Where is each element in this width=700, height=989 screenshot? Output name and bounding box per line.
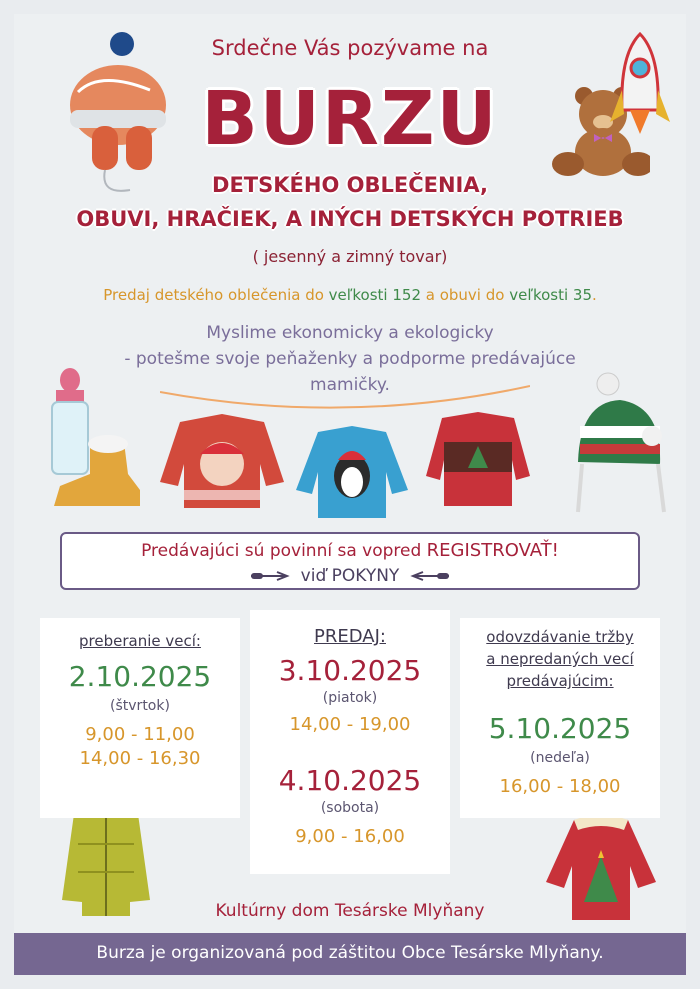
pointing-hand-right-icon xyxy=(251,571,295,581)
organizer-text: Burza je organizovaná pod záštitou Obce Tesárske Mlyňany. xyxy=(96,943,604,963)
eco-line-1: Myslime ekonomicky a ekologicky xyxy=(206,323,494,343)
intake-time-2: 14,00 - 16,30 xyxy=(79,748,201,769)
payout-label xyxy=(460,626,660,692)
intake-label: preberanie vecí: xyxy=(79,632,201,650)
sale-time-2: 9,00 - 16,00 xyxy=(295,826,405,847)
sale-date-1: 3.10.2025 xyxy=(278,654,422,687)
payout-date: 5.10.2025 xyxy=(488,712,632,745)
pointing-hand-left-icon xyxy=(405,571,449,581)
payout-day: (nedeľa) xyxy=(530,750,590,766)
clothing-size-limit: veľkosti 152 xyxy=(328,286,421,304)
size-text-part-3: . xyxy=(592,286,597,304)
size-limits-text xyxy=(0,286,700,304)
registration-notice xyxy=(60,532,640,590)
sale-day-1: (piatok) xyxy=(322,690,378,706)
payout-label-line-2: a nepredaných vecí xyxy=(486,650,634,668)
payout-label-line-3: predávajúcim: xyxy=(506,672,614,690)
registration-text xyxy=(62,540,638,561)
eco-line-3: mamičky. xyxy=(310,375,390,395)
sale-day-2: (sobota) xyxy=(320,800,380,816)
eco-line-2: - potešme svoje peňaženky a podporme predávajúce xyxy=(124,349,576,369)
invitation-text: Srdečne Vás pozývame na xyxy=(211,36,489,60)
sale-panel xyxy=(250,610,450,874)
venue-text: Kultúrny dom Tesárske Mlyňany xyxy=(215,901,485,921)
intake-day: (štvrtok) xyxy=(110,698,170,714)
sale-label: PREDAJ: xyxy=(314,626,386,647)
sale-time-1: 14,00 - 19,00 xyxy=(289,714,411,735)
sale-date-2: 4.10.2025 xyxy=(278,764,422,797)
registration-text-main: Predávajúci sú povinní sa vopred xyxy=(141,541,427,561)
eco-message xyxy=(0,320,700,398)
registration-emphasis: REGISTROVAŤ! xyxy=(426,540,559,561)
intake-time-1: 9,00 - 11,00 xyxy=(85,724,195,745)
subtitle-line-2: OBUVI, HRAČIEK, A INÝCH DETSKÝCH POTRIEB xyxy=(76,207,624,231)
payout-time: 16,00 - 18,00 xyxy=(499,776,621,797)
intake-panel xyxy=(40,618,240,818)
shoe-size-limit: veľkosti 35 xyxy=(509,286,592,304)
instructions-reference xyxy=(62,566,638,586)
organizer-banner xyxy=(14,933,686,975)
subtitle-line-1: DETSKÉHO OBLEČENIA, xyxy=(212,173,488,197)
instructions-link[interactable]: viď POKYNY xyxy=(300,566,400,586)
season-note: ( jesenný a zimný tovar) xyxy=(252,247,448,266)
poster-title: BURZU xyxy=(201,76,499,162)
payout-label-line-1: odovzdávanie tržby xyxy=(486,628,634,646)
intake-date: 2.10.2025 xyxy=(68,660,212,693)
payout-panel xyxy=(460,618,660,818)
size-text-part-2: a obuvi do xyxy=(421,286,510,304)
size-text-part-1: Predaj detského oblečenia do xyxy=(103,286,329,304)
